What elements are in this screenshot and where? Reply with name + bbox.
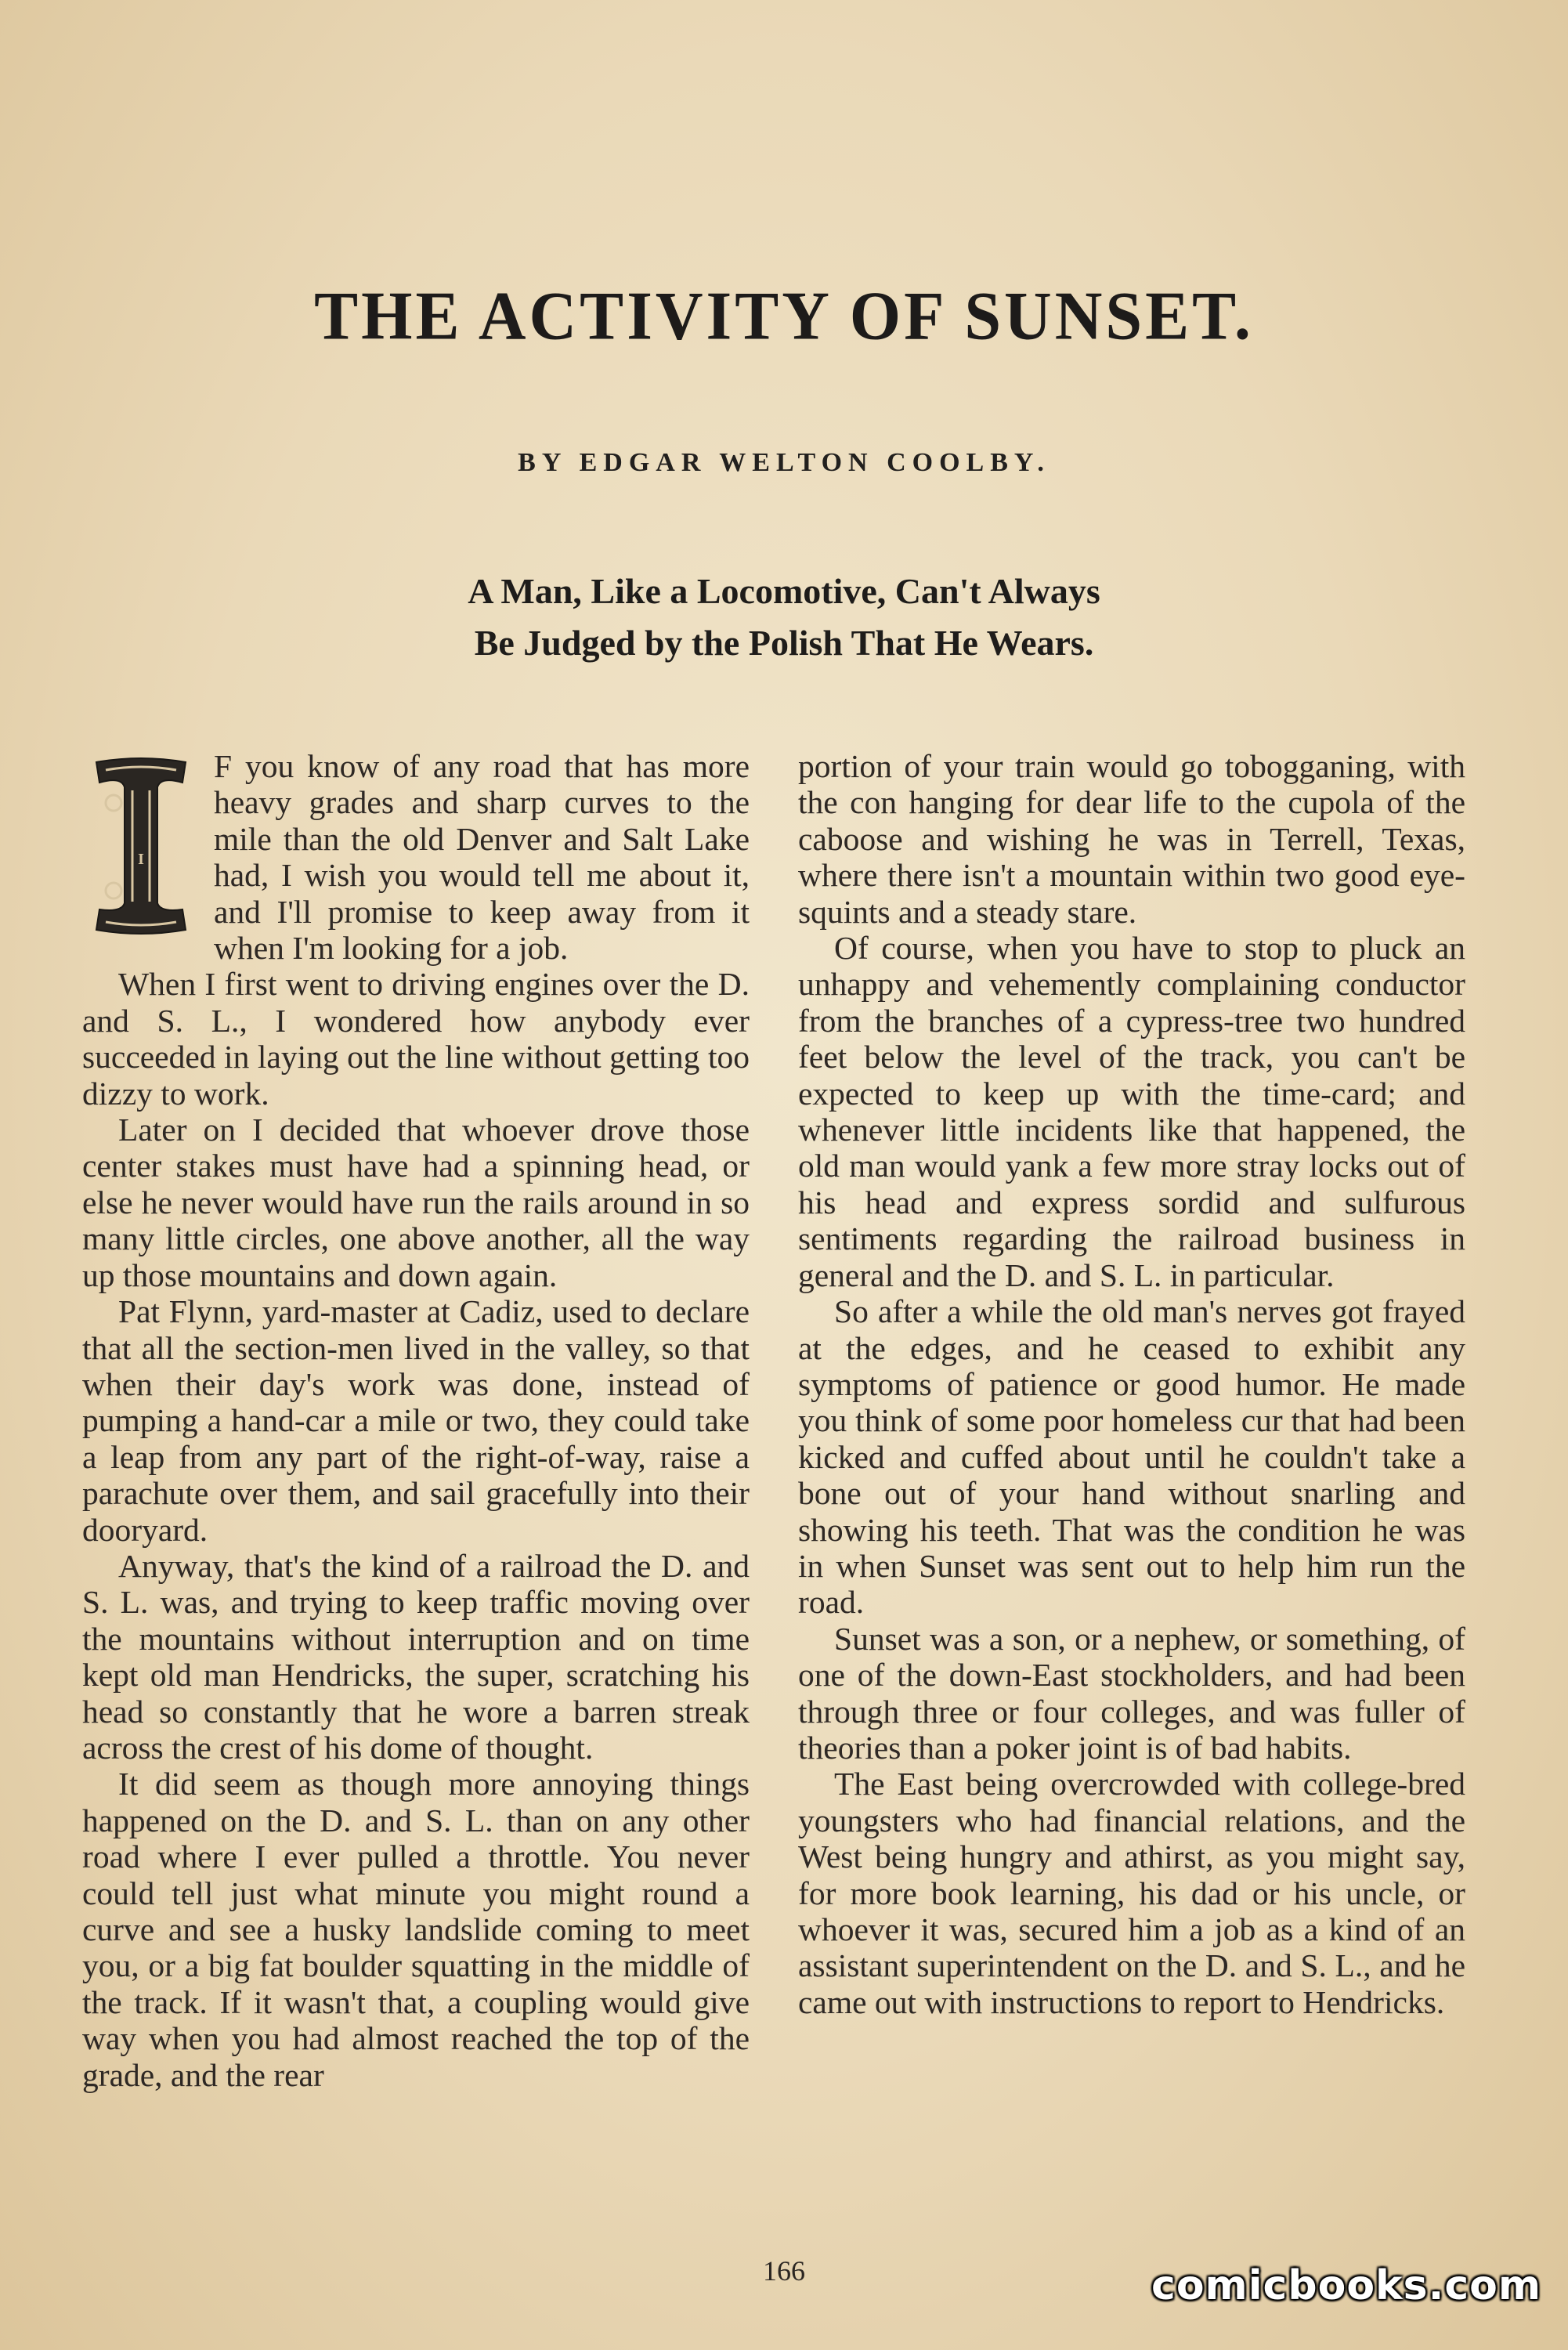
paragraph: portion of your train would go tobogganing, with the con hanging for dear life to the cupola of the caboose and wishing he was in Terrell, Texas, where there isn't a mountain within two good eye-squints and a steady stare. xyxy=(798,748,1465,930)
svg-text:I: I xyxy=(138,851,144,868)
paragraph: Pat Flynn, yard-master at Cadiz, used to declare that all the section-men lived in the valley, so that when their day's work was done, instead of pumping a hand-car a mile or two, they could take a leap from any part of the right-of-way, raise a parachute over them, and sail gracefully into their dooryard. xyxy=(82,1293,750,1548)
right-column xyxy=(798,748,1465,2020)
paragraph: Later on I decided that whoever drove those center stakes must have had a spinning head, or else he never would have run the rails around in so many little circles, one above another, all the way up those mountains and down again. xyxy=(82,1112,750,1293)
drop-cap-letter-icon xyxy=(82,756,200,936)
article-subtitle xyxy=(0,566,1568,669)
paragraph: When I first went to driving engines over the D. and S. L., I wondered how anybody ever succeeded in laying out the line without getting too dizzy to work. xyxy=(82,966,750,1112)
paragraph: Of course, when you have to stop to pluck an unhappy and vehemently complaining conductor from the branches of a cypress-tree two hundred feet below the level of the track, you can't be expected to keep up with the time-card; and whenever little incidents like that happened, the old man would yank a few more stray locks out of his head and express sordid and sulfurous sentiments regarding the railroad business in general and the D. and S. L. in particular. xyxy=(798,930,1465,1293)
paragraph: So after a while the old man's nerves got frayed at the edges, and he ceased to exhibit any symptoms of patience or good humor. He made you think of some poor homeless cur that had been kicked and cuffed about until he couldn't take a bone out of your hand without snarling and showing his teeth. That was the condition he was in when Sunset was sent out to help him run the road. xyxy=(798,1293,1465,1621)
paragraph: It did seem as though more annoying things happened on the D. and S. L. than on any other road where I ever pulled a throttle. You never could tell just what minute you might round a curve and see a husky landslide coming to meet you, or a big fat boulder squatting in the middle of the track. If it wasn't that, a coupling would give way when you had almost reached the top of the grade, and the rear xyxy=(82,1766,750,2093)
paragraph: Sunset was a son, or a nephew, or something, of one of the down-East stockholders, and had been through three or four colleges, and was fuller of theories than a poker joint is of bad habits. xyxy=(798,1620,1465,1766)
left-column xyxy=(82,748,750,2093)
watermark-logo: comicbooks.com xyxy=(1151,2262,1542,2309)
paragraph: The East being overcrowded with college-bred youngsters who had financial relations, and the West being hungry and athirst, as you might say, for more book learning, his dad or his uncle, or whoever it was, secured him a job as a kind of an assistant superintendent on the D. and S. L., and he came out with instructions to report to Hendricks. xyxy=(798,1766,1465,2020)
page-number: 166 xyxy=(763,2255,805,2287)
article-title: THE ACTIVITY OF SUNSET. xyxy=(314,277,1254,355)
author-byline: BY EDGAR WELTON COOLBY. xyxy=(518,448,1050,477)
subtitle-line-2: Be Judged by the Polish That He Wears. xyxy=(474,623,1094,663)
paragraph: F you know of any road that has more heavy grades and sharp curves to the mile than the old Denver and Salt Lake had, I wish you would tell me about it, and I'll promise to keep away from it when I'm looking for a job. xyxy=(214,748,750,967)
paragraph: Anyway, that's the kind of a railroad the D. and S. L. was, and trying to keep traffic moving over the mountains without interruption and on time kept old man Hendricks, the super, scratching his head so constantly that he wore a barren streak across the crest of his dome of thought. xyxy=(82,1547,750,1766)
subtitle-line-1: A Man, Like a Locomotive, Can't Always xyxy=(468,571,1100,611)
